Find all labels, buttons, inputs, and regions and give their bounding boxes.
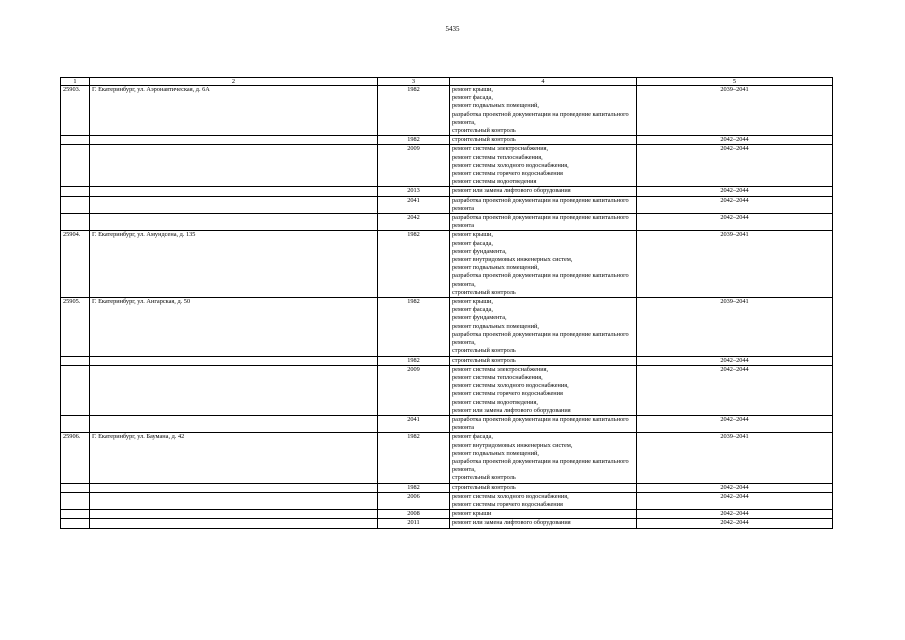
column-number-row xyxy=(61,78,833,86)
row-address xyxy=(90,145,378,187)
row-works: ремонт крыши xyxy=(450,510,637,519)
table-row xyxy=(61,519,833,528)
row-year: 2009 xyxy=(378,365,450,415)
row-works: ремонт или замена лифтового оборудования xyxy=(450,187,637,196)
row-number: 25906. xyxy=(61,433,90,483)
row-number: 25905. xyxy=(61,298,90,356)
table-row xyxy=(61,415,833,432)
row-works: разработка проектной документации на проведение капитального ремонта xyxy=(450,214,637,231)
row-address xyxy=(90,214,378,231)
row-address xyxy=(90,415,378,432)
row-works: ремонт фасада, ремонт внутридомовых инженерных систем, ремонт подвальных помещений, разработка проектной документации на проведение капитального ремонта, строительный контроль xyxy=(450,433,637,483)
column-header: 5 xyxy=(637,78,833,86)
table-row xyxy=(61,433,833,483)
row-address: Г. Екатеринбург, ул. Ангарская, д. 50 xyxy=(90,298,378,356)
row-number xyxy=(61,356,90,365)
table-row xyxy=(61,356,833,365)
row-year: 2013 xyxy=(378,187,450,196)
column-header: 1 xyxy=(61,78,90,86)
row-year: 1982 xyxy=(378,231,450,298)
row-period: 2039–2041 xyxy=(637,231,833,298)
row-period: 2039–2041 xyxy=(637,86,833,136)
row-year: 1982 xyxy=(378,483,450,492)
row-year: 1982 xyxy=(378,86,450,136)
table-row xyxy=(61,214,833,231)
row-number xyxy=(61,415,90,432)
table-row xyxy=(61,298,833,356)
row-year: 1982 xyxy=(378,298,450,356)
page-number: 5435 xyxy=(445,25,460,33)
row-address xyxy=(90,365,378,415)
table-row xyxy=(61,187,833,196)
row-period: 2042–2044 xyxy=(637,187,833,196)
row-period: 2042–2044 xyxy=(637,196,833,213)
row-year: 2009 xyxy=(378,145,450,187)
row-period: 2042–2044 xyxy=(637,356,833,365)
row-number xyxy=(61,145,90,187)
row-works: строительный контроль xyxy=(450,356,637,365)
row-works: ремонт системы электроснабжения, ремонт системы теплоснабжения, ремонт системы холодного водоснабжения, ремонт системы горячего водоснабжения ремонт системы водоотведения, ремонт или замена лифтового оборудования xyxy=(450,365,637,415)
row-period: 2042–2044 xyxy=(637,519,833,528)
row-works: ремонт крыши, ремонт фасада, ремонт фундамента, ремонт подвальных помещений, разработка проектной документации на проведение капитального ремонта, строительный контроль xyxy=(450,298,637,356)
row-period: 2042–2044 xyxy=(637,492,833,509)
row-period: 2042–2044 xyxy=(637,214,833,231)
row-address xyxy=(90,519,378,528)
row-works: ремонт системы холодного водоснабжения, ремонт системы горячего водоснабжения xyxy=(450,492,637,509)
row-address xyxy=(90,136,378,145)
row-works: разработка проектной документации на проведение капитального ремонта xyxy=(450,415,637,432)
row-period: 2039–2041 xyxy=(637,298,833,356)
row-number xyxy=(61,510,90,519)
row-number xyxy=(61,492,90,509)
row-number xyxy=(61,483,90,492)
row-works: строительный контроль xyxy=(450,136,637,145)
row-address xyxy=(90,510,378,519)
row-works: ремонт крыши, ремонт фасада, ремонт фундамента, ремонт внутридомовых инженерных систем, ремонт подвальных помещений, разработка проектной документации на проведение капитального ремонта, строительный контроль xyxy=(450,231,637,298)
row-number xyxy=(61,365,90,415)
row-works: ремонт системы электроснабжения, ремонт системы теплоснабжения, ремонт системы холодного водоснабжения, ремонт системы горячего водоснабжения ремонт системы водоотведения xyxy=(450,145,637,187)
row-period: 2042–2044 xyxy=(637,136,833,145)
row-number xyxy=(61,214,90,231)
row-year: 2041 xyxy=(378,196,450,213)
row-year: 2042 xyxy=(378,214,450,231)
row-year: 1982 xyxy=(378,136,450,145)
table-row xyxy=(61,136,833,145)
table-row xyxy=(61,231,833,298)
row-period: 2042–2044 xyxy=(637,415,833,432)
table-row xyxy=(61,492,833,509)
table-row xyxy=(61,86,833,136)
repair-schedule-table xyxy=(60,77,833,529)
row-year: 1982 xyxy=(378,433,450,483)
table-row xyxy=(61,196,833,213)
row-period: 2042–2044 xyxy=(637,483,833,492)
row-year: 2011 xyxy=(378,519,450,528)
column-header: 2 xyxy=(90,78,378,86)
row-number xyxy=(61,187,90,196)
row-works: ремонт крыши, ремонт фасада, ремонт подвальных помещений, разработка проектной документации на проведение капитального ремонта, строительный контроль xyxy=(450,86,637,136)
row-address: Г. Екатеринбург, ул. Аэронавтическая, д. 6А xyxy=(90,86,378,136)
row-year: 2006 xyxy=(378,492,450,509)
table-row xyxy=(61,145,833,187)
column-header: 3 xyxy=(378,78,450,86)
row-number xyxy=(61,136,90,145)
row-number: 25903. xyxy=(61,86,90,136)
row-address xyxy=(90,492,378,509)
row-period: 2039–2041 xyxy=(637,433,833,483)
row-period: 2042–2044 xyxy=(637,145,833,187)
row-works: ремонт или замена лифтового оборудования xyxy=(450,519,637,528)
row-number xyxy=(61,196,90,213)
row-period: 2042–2044 xyxy=(637,365,833,415)
table-row xyxy=(61,510,833,519)
table-row xyxy=(61,365,833,415)
row-address: Г. Екатеринбург, ул. Баумана, д. 42 xyxy=(90,433,378,483)
row-year: 1982 xyxy=(378,356,450,365)
row-address xyxy=(90,356,378,365)
row-period: 2042–2044 xyxy=(637,510,833,519)
row-number: 25904. xyxy=(61,231,90,298)
row-year: 2041 xyxy=(378,415,450,432)
row-year: 2008 xyxy=(378,510,450,519)
row-number xyxy=(61,519,90,528)
row-address: Г. Екатеринбург, ул. Амундсена, д. 135 xyxy=(90,231,378,298)
column-header: 4 xyxy=(450,78,637,86)
row-works: строительный контроль xyxy=(450,483,637,492)
row-address xyxy=(90,483,378,492)
row-address xyxy=(90,196,378,213)
table-row xyxy=(61,483,833,492)
row-works: разработка проектной документации на проведение капитального ремонта xyxy=(450,196,637,213)
row-address xyxy=(90,187,378,196)
